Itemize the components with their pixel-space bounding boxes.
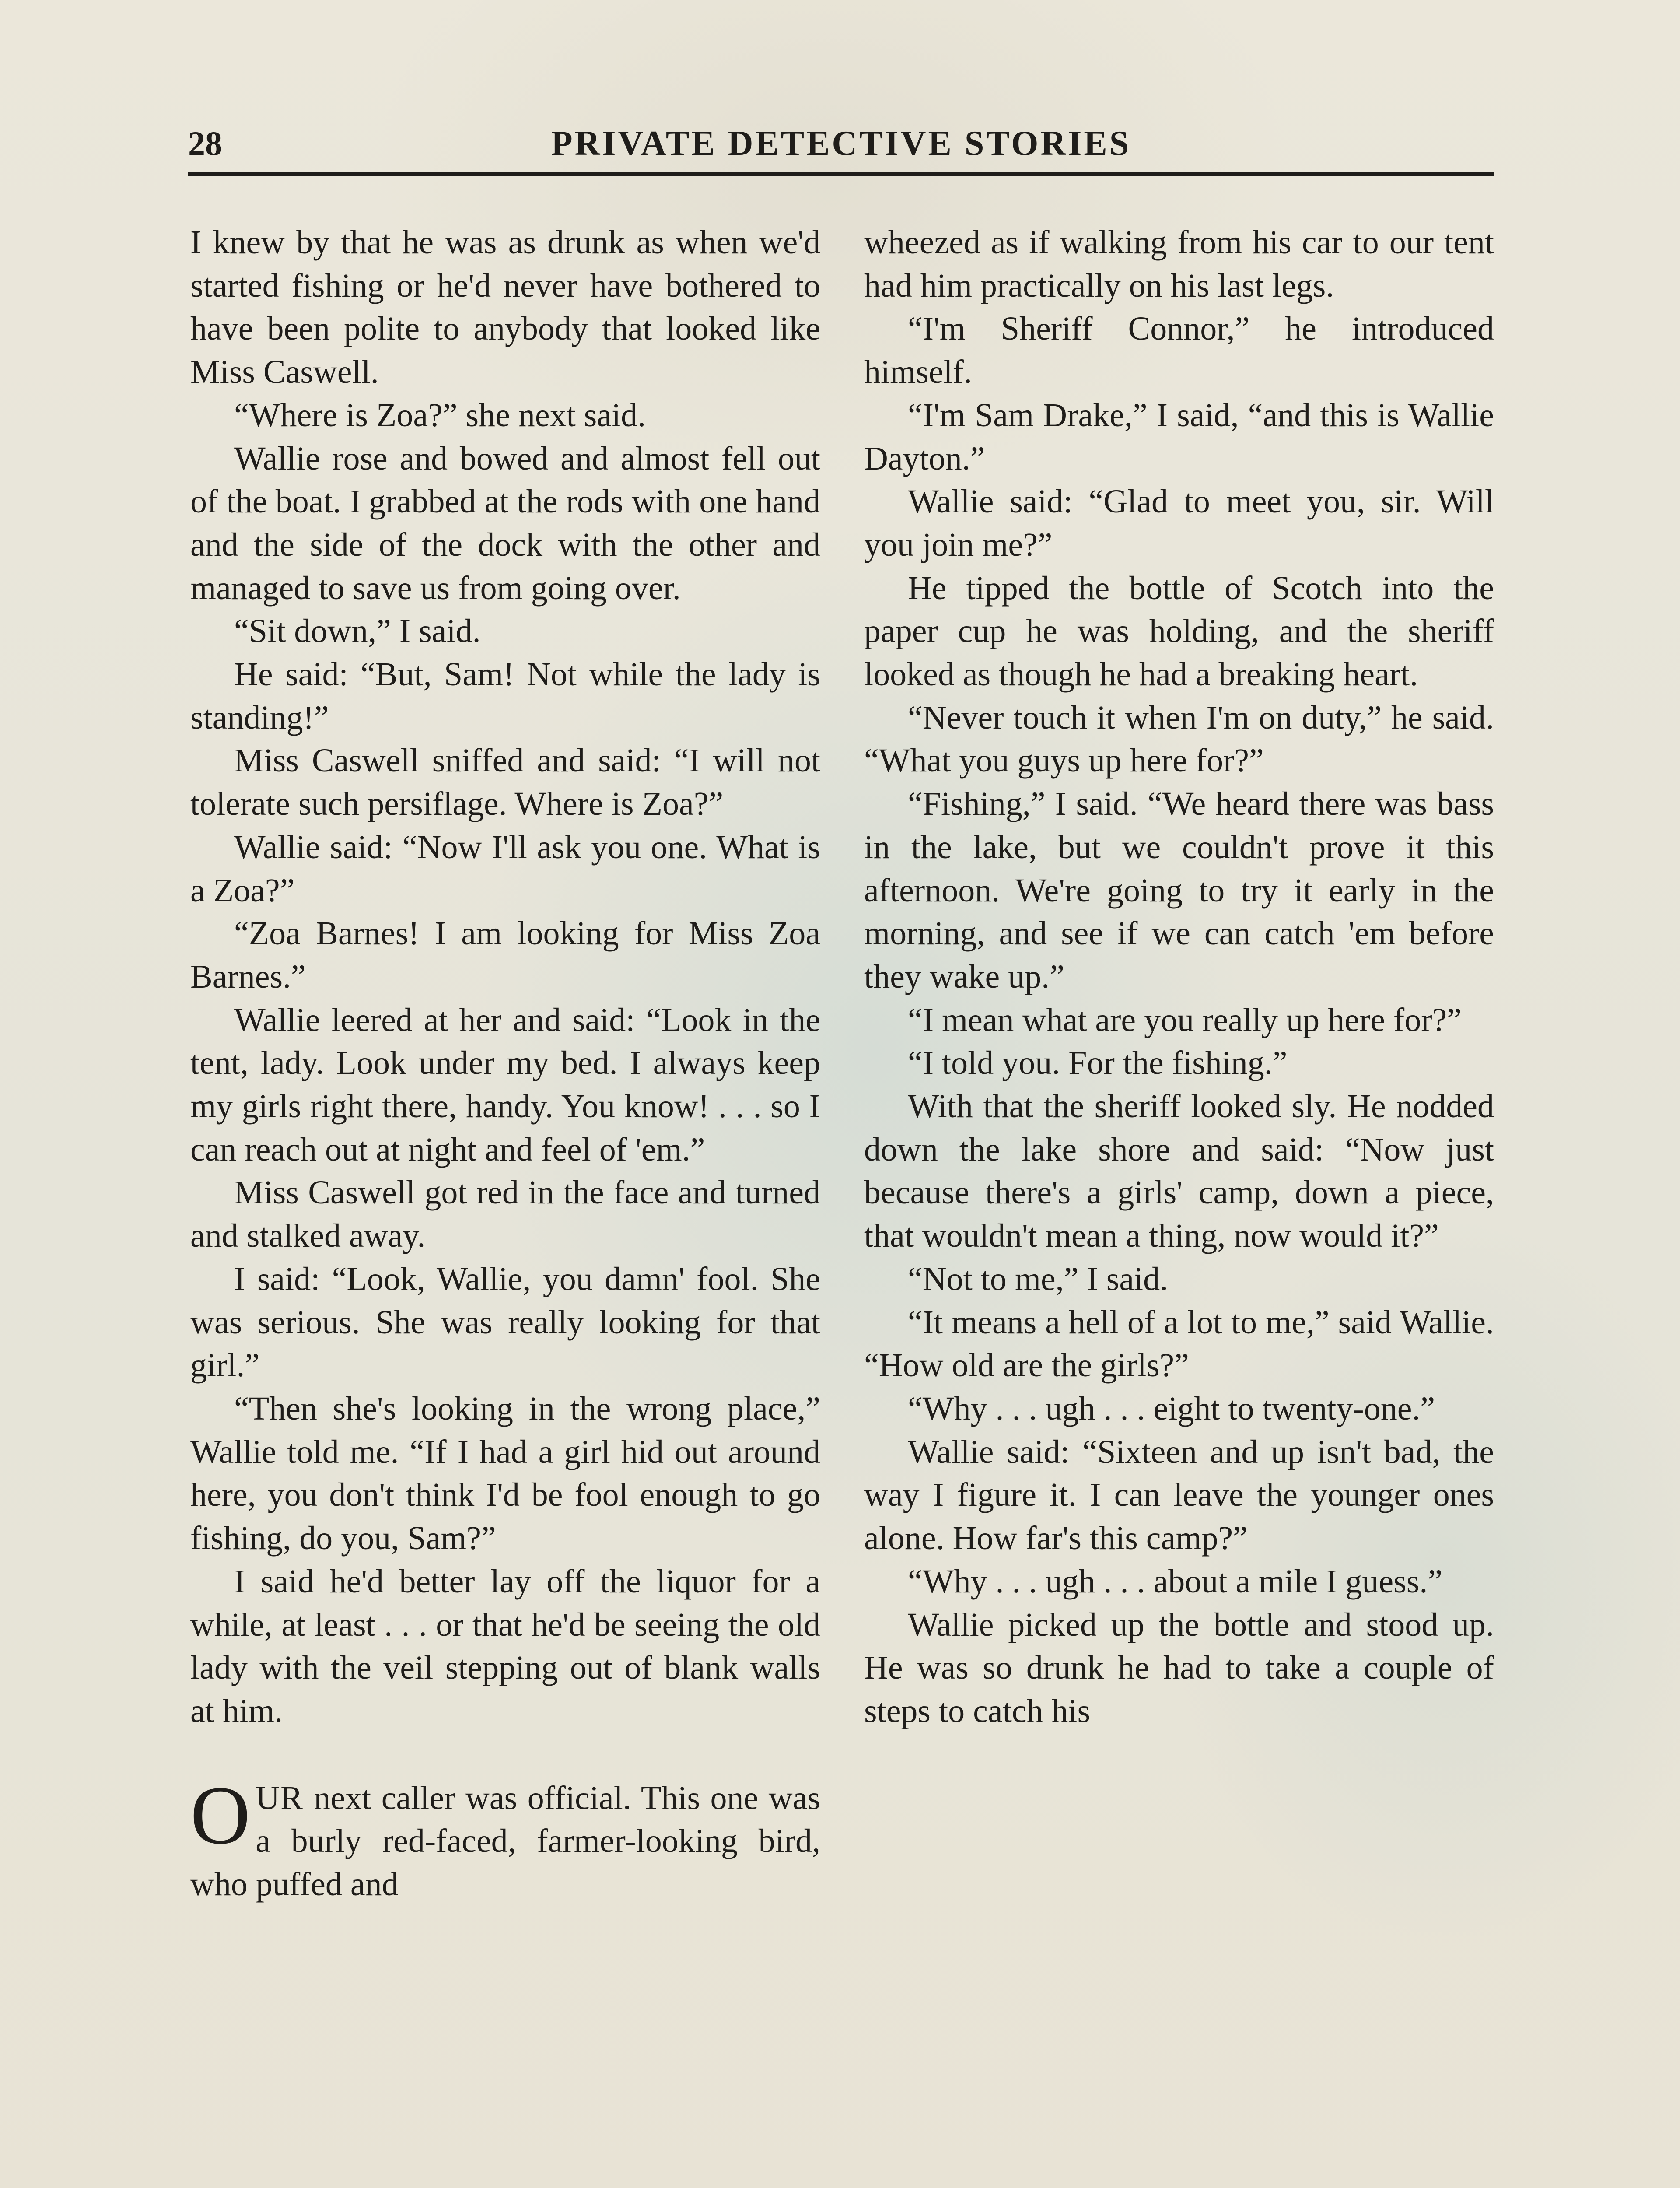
paragraph: “Where is Zoa?” she next said. xyxy=(234,396,646,434)
paragraph: “Not to me,” I said. xyxy=(908,1260,1169,1297)
paragraph: With that the sheriff looked sly. He nodded down the lake shore and said: “Now just because there's a girls' camp, down a piece, that wouldn't mean a thing, now would it?” xyxy=(864,1088,1494,1255)
paragraph: Wallie picked up the bottle and stood up. He was so drunk he had to take a couple of steps to catch his xyxy=(864,1606,1494,1729)
paragraph: He tipped the bottle of Scotch into the paper cup he was holding, and the sheriff looked as though he had a breaking heart. xyxy=(864,569,1494,693)
paragraph: Wallie rose and bowed and almost fell out of the boat. I grabbed at the rods with one hand and the side of the dock with the other and managed to save us from going over. xyxy=(190,440,820,607)
lead-in-caps: UR xyxy=(256,1779,304,1816)
paragraph: I said: “Look, Wallie, you damn' fool. She was serious. She was really looking for that girl.” xyxy=(190,1260,820,1384)
page-header xyxy=(188,117,1494,174)
paragraph: “Fishing,” I said. “We heard there was bass in the lake, but we couldn't prove it this afternoon. We're going to try it early in the morning, and see if we can catch 'em before they wake up.” xyxy=(864,785,1494,995)
paragraph: “Then she's looking in the wrong place,” Wallie told me. “If I had a girl hid out around here, you don't think I'd be fool enough to go fishing, do you, Sam?” xyxy=(190,1390,820,1557)
section-opening-paragraph xyxy=(190,1769,820,1906)
paragraph: Wallie said: “Now I'll ask you one. What is a Zoa?” xyxy=(190,828,820,909)
paragraph: “I told you. For the fishing.” xyxy=(908,1045,1288,1082)
paragraph: wheezed as if walking from his car to our tent had him practically on his last legs. xyxy=(864,224,1494,304)
paragraph: “I'm Sam Drake,” I said, “and this is Wallie Dayton.” xyxy=(864,396,1494,477)
right-text-column xyxy=(864,221,1494,1733)
left-text-column xyxy=(190,221,820,1906)
header-rule xyxy=(188,172,1494,176)
paragraph: “Sit down,” I said. xyxy=(234,613,481,650)
paragraph: “It means a hell of a lot to me,” said Wallie. “How old are the girls?” xyxy=(864,1304,1494,1384)
paragraph: “I'm Sheriff Connor,” he introduced himself. xyxy=(864,310,1494,391)
paragraph: Miss Caswell got red in the face and turned and stalked away. xyxy=(190,1174,820,1255)
paragraph: He said: “But, Sam! Not while the lady is standing!” xyxy=(190,656,820,736)
paragraph: I said he'd better lay off the liquor for a while, at least . . . or that he'd be seeing the old lady with the veil stepping out of blank walls at him. xyxy=(190,1563,820,1729)
paragraph: “I mean what are you really up here for?” xyxy=(908,1001,1462,1038)
drop-cap: O xyxy=(190,1769,251,1862)
page-number: 28 xyxy=(188,124,222,162)
running-head-title: PRIVATE DETECTIVE STORIES xyxy=(551,124,1131,163)
paragraph: “Never touch it when I'm on duty,” he said. “What you guys up here for?” xyxy=(864,699,1494,779)
paragraph: Wallie said: “Glad to meet you, sir. Will you join me?” xyxy=(864,483,1494,563)
paragraph: I knew by that he was as drunk as when we'd started fishing or he'd never have bothered to have been polite to anybody that looked like Miss Caswell. xyxy=(190,224,820,391)
paragraph: Wallie said: “Sixteen and up isn't bad, the way I figure it. I can leave the younger ones alone. How far's this camp?” xyxy=(864,1433,1494,1557)
paragraph: “Why . . . ugh . . . about a mile I guess.” xyxy=(908,1563,1443,1600)
paragraph: Miss Caswell sniffed and said: “I will not tolerate such persiflage. Where is Zoa?” xyxy=(190,742,820,823)
paragraph-text: next caller was official. This one was a burly red-faced, farmer-looking bird, who puffed and xyxy=(190,1779,820,1903)
paragraph: “Why . . . ugh . . . eight to twenty-one.” xyxy=(908,1390,1435,1427)
paragraph: “Zoa Barnes! I am looking for Miss Zoa Barnes.” xyxy=(190,915,820,995)
paragraph: Wallie leered at her and said: “Look in the tent, lady. Look under my bed. I always keep my girls right there, handy. You know! . . . so I can reach out at night and feel of 'em.” xyxy=(190,1001,820,1168)
